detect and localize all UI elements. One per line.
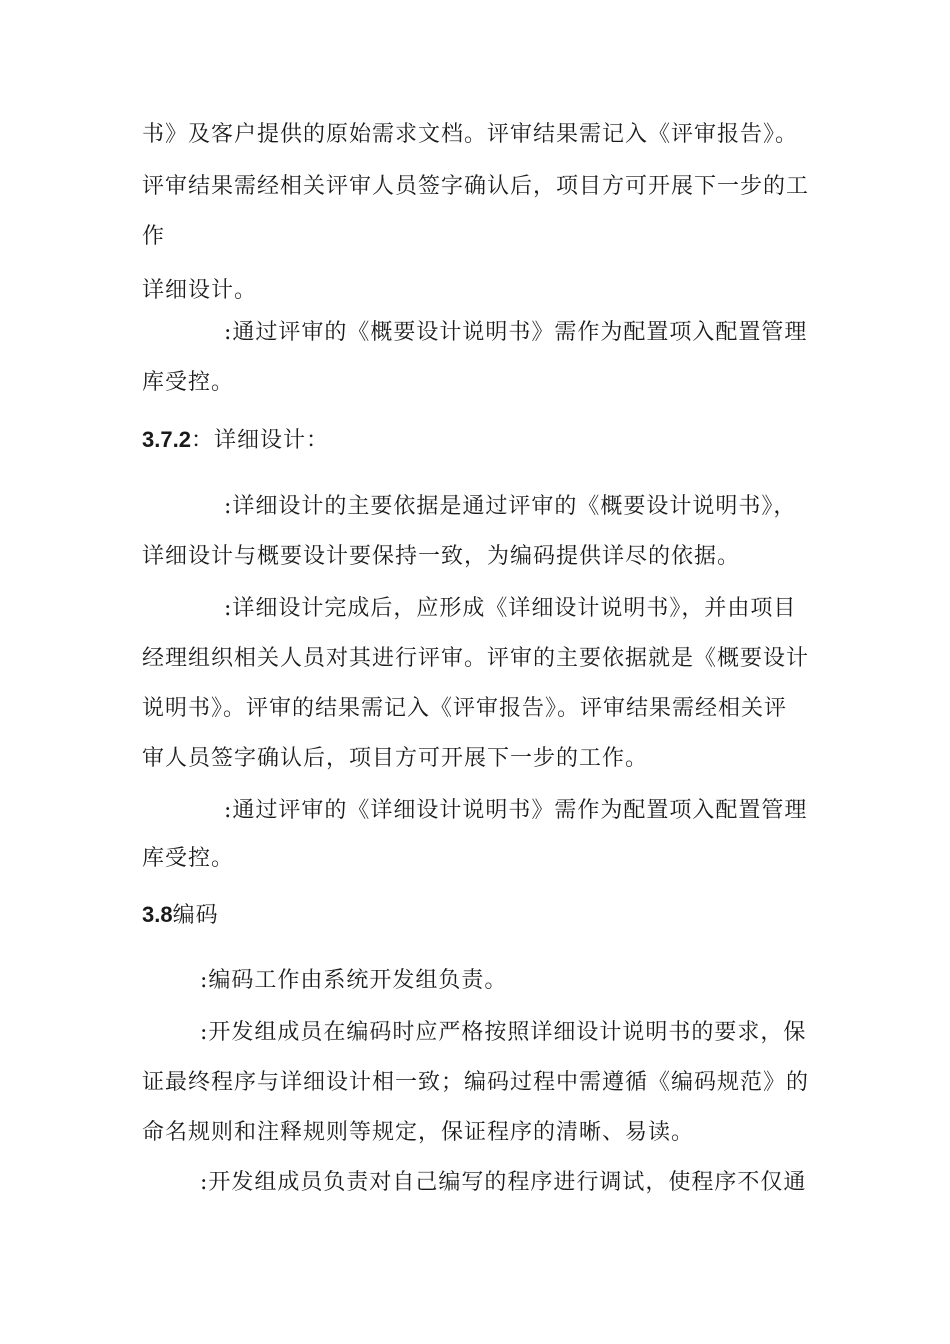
paragraph-line: 书》及客户提供的原始需求文档。评审结果需记入《评审报告》。 (142, 122, 799, 147)
paragraph-line: 命名规则和注释规则等规定，保证程序的清晰、易读。 (142, 1120, 695, 1145)
paragraph-line: 库受控。 (142, 846, 235, 871)
section-number: 3.8 (142, 902, 173, 927)
paragraph-line: :编码工作由系统开发组负责。 (200, 968, 508, 993)
paragraph-line: :详细设计完成后，应形成《详细设计说明书》，并由项目 (224, 596, 797, 621)
section-title: ：详细设计： (190, 428, 329, 453)
paragraph-line: :通过评审的《概要设计说明书》需作为配置项入配置管理 (224, 320, 808, 345)
section-number: 3.7.2 (142, 427, 191, 452)
paragraph-line: 详细设计与概要设计要保持一致，为编码提供详尽的依据。 (142, 544, 741, 569)
paragraph-line: :通过评审的《详细设计说明书》需作为配置项入配置管理 (224, 798, 808, 823)
section-heading-3-7-2 (142, 425, 329, 456)
paragraph-line: :详细设计的主要依据是通过评审的《概要设计说明书》， (224, 494, 797, 519)
section-heading-3-8 (142, 900, 219, 931)
paragraph-line: :开发组成员负责对自己编写的程序进行调试，使程序不仅通 (200, 1170, 807, 1195)
paragraph-line: :开发组成员在编码时应严格按照详细设计说明书的要求，保 (200, 1020, 807, 1045)
paragraph-line: 作 (142, 224, 166, 249)
paragraph-line: 经理组织相关人员对其进行评审。评审的主要依据就是《概要设计 (142, 646, 810, 671)
paragraph-line: 库受控。 (142, 370, 235, 395)
paragraph-line: 审人员签字确认后，项目方可开展下一步的工作。 (142, 746, 649, 771)
paragraph-line: 详细设计。 (142, 278, 258, 303)
paragraph-line: 证最终程序与详细设计相一致；编码过程中需遵循《编码规范》的 (142, 1070, 810, 1095)
paragraph-line: 评审结果需经相关评审人员签字确认后，项目方可开展下一步的工 (142, 174, 810, 199)
section-title: 编码 (172, 903, 219, 928)
paragraph-line: 说明书》。评审的结果需记入《评审报告》。评审结果需经相关评 (142, 696, 788, 721)
